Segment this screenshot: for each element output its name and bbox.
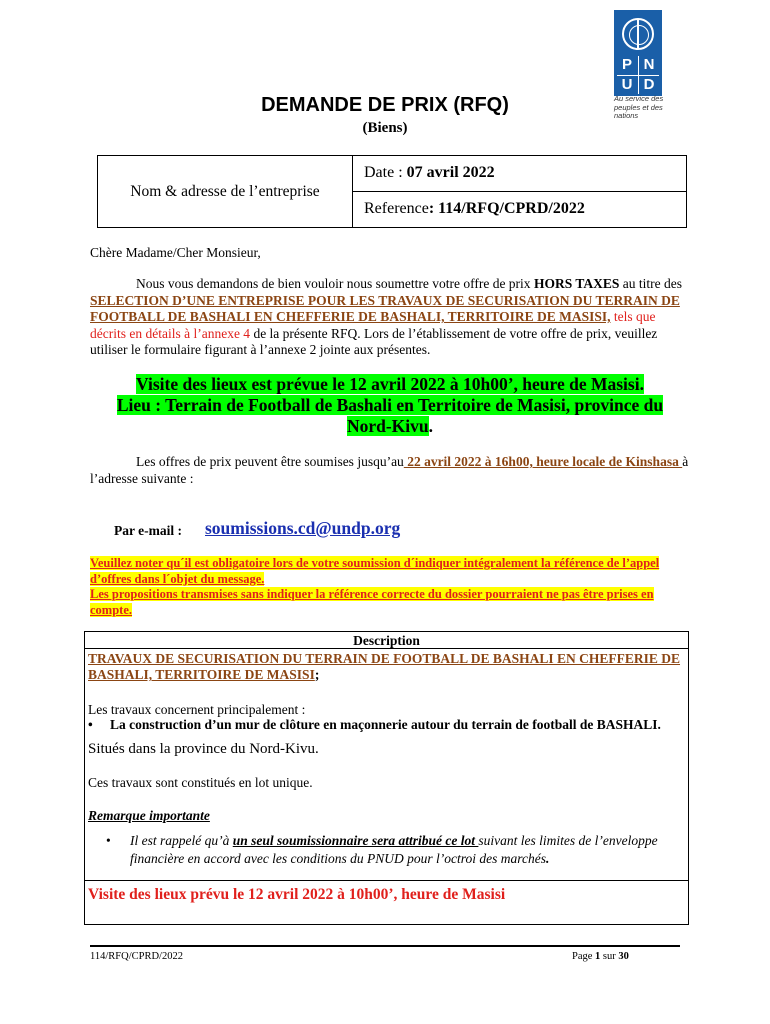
description-table [84, 631, 689, 925]
table-divider [85, 880, 688, 881]
header-table [97, 155, 687, 228]
description-header: Description [85, 632, 688, 649]
remark-emphasis: un seul soumissionnaire sera attribué ce lot [232, 833, 479, 848]
submission-text: Les offres de prix peuvent être soumises jusqu’au [136, 454, 404, 469]
reference-cell [353, 192, 686, 227]
email-label: Par e-mail : [114, 523, 182, 538]
logo-letter: D [643, 76, 655, 93]
work-item [88, 717, 686, 733]
visit-line-end: . [428, 416, 434, 436]
visit-line: Visite des lieux est prévue le 12 avril 2022 à 10h00’, heure de Masisi. [136, 374, 644, 394]
intro-paragraph [90, 276, 690, 359]
work-item-text: La construction d’un mur de clôture en maçonnerie autour du terrain de football de BASHALI. [110, 717, 661, 732]
footer-reference: 114/RFQ/CPRD/2022 [90, 951, 183, 962]
logo-letter: U [621, 76, 633, 93]
lot-text: Ces travaux sont constitués en lot unique. [88, 775, 313, 790]
site-visit-reminder: Visite des lieux prévu le 12 avril 2022 à 10h00’, heure de Masisi [88, 886, 506, 903]
bullet-icon: • [88, 717, 93, 732]
logo-letter: P [621, 56, 632, 73]
works-title-end: ; [314, 667, 320, 682]
visit-line: Nord-Kivu [346, 416, 429, 436]
submission-text: à l’adresse suivante : [90, 454, 689, 486]
current-page: 1 [595, 951, 601, 962]
logo-tagline: Au service des peuples et des nations [614, 94, 664, 120]
rfq-subject: SELECTION D’UNE ENTREPRISE POUR LES TRAVAUX DE SECURISATION DU TERRAIN DE FOOTBALL DE BASHALI EN CHEFFERIE DE BASHALI, TERRITOIRE DE MASISI, [90, 292, 680, 324]
warning-line: Veuillez noter qu´il est obligatoire lors de votre soumission d´indiquer intégralement la référence de l’appel d’offres dans l´objet du message. [90, 556, 660, 586]
hors-taxes: HORS TAXES [533, 276, 620, 291]
of-word: sur [600, 951, 619, 962]
submission-deadline: 22 avril 2022 à 16h00, heure locale de Kinshasa [403, 454, 683, 469]
total-pages: 30 [618, 951, 629, 962]
intro-text: de la présente RFQ. Lors de l’établissement de votre offre de prix, veuillez utiliser le formulaire figurant à l’annexe 2 jointe aux présentes. [90, 325, 658, 357]
date-label: Date : [364, 164, 407, 181]
document-subtitle: (Biens) [362, 120, 408, 136]
works-title [88, 651, 686, 683]
annex-reference: tels que décrits en détails à l’annexe 4 [90, 309, 656, 341]
reference-value: : 114/RFQ/CPRD/2022 [428, 200, 585, 217]
page-word: Page [572, 951, 596, 962]
footer-rule [90, 945, 680, 947]
works-intro: Les travaux concernent principalement : [88, 702, 306, 717]
intro-text: Nous vous demandons de bien vouloir nous soumettre votre offre de prix [136, 276, 534, 291]
remark-text: suivant les limites de l’enveloppe financière en accord avec les conditions du PNUD pour l’octroi des marchés [130, 833, 658, 866]
page-number [572, 951, 629, 962]
visit-line: Lieu : Terrain de Football de Bashali en Territoire de Masisi, province du [116, 395, 664, 415]
document-title: DEMANDE DE PRIX (RFQ) [261, 94, 509, 116]
intro-text: au titre des [619, 276, 682, 291]
location-text: Situés dans la province du Nord-Kivu. [88, 741, 319, 757]
works-title-text: TRAVAUX DE SECURISATION DU TERRAIN DE FOOTBALL DE BASHALI EN CHEFFERIE DE BASHALI, TERRITOIRE DE MASISI [88, 651, 681, 682]
remark-text: Il est rappelé qu’à [130, 833, 233, 848]
warning-line: Les propositions transmises sans indiquer la référence correcte du dossier pourraient ne pas être prises en compte. [90, 587, 654, 617]
remark-title: Remarque importante [88, 808, 210, 823]
date-cell [353, 156, 686, 192]
bullet-icon: • [106, 833, 111, 848]
salutation: Chère Madame/Cher Monsieur, [90, 245, 261, 260]
logo-letter: N [643, 56, 655, 73]
submission-paragraph [90, 454, 690, 487]
remark-bullet [106, 832, 686, 868]
reference-warning [90, 556, 690, 618]
date-value: 07 avril 2022 [406, 164, 495, 181]
site-visit-notice [100, 374, 680, 437]
email-link[interactable]: soumissions.cd@undp.org [205, 518, 401, 538]
reference-label: Reference [364, 200, 429, 217]
company-cell: Nom & adresse de l’entreprise [98, 156, 353, 227]
remark-end: . [546, 851, 550, 866]
un-emblem-icon [622, 18, 654, 50]
undp-logo [614, 10, 662, 96]
